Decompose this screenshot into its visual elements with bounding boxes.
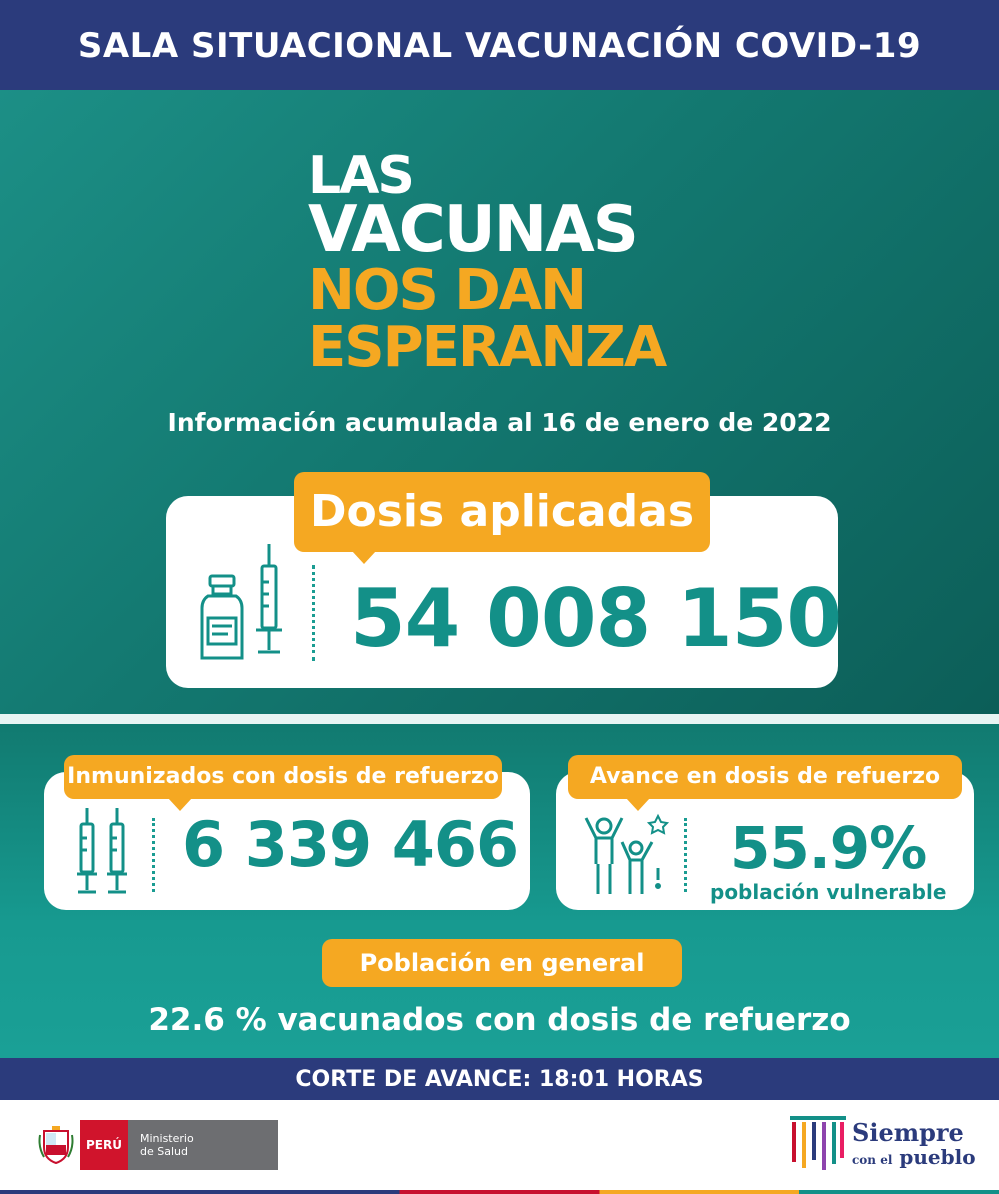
progress-subtitle: población vulnerable [710,880,947,904]
ministry-line-1: Ministerio [140,1132,194,1145]
syringe-icon [252,542,286,662]
peru-label: PERÚ [80,1120,128,1170]
cutoff-bar [0,1058,999,1100]
general-text: 22.6 % vacunados con dosis de refuerzo [148,1002,851,1038]
booster-divider [152,818,155,892]
booster-badge: Inmunizados con dosis de refuerzo [64,755,502,799]
headline-line-4: ESPERANZA [308,315,666,380]
doses-badge: Dosis aplicadas [294,472,710,552]
people-celebrating-icon [578,808,670,900]
ministry-line-2: de Salud [140,1145,188,1158]
booster-value: 6 339 466 [182,808,519,881]
syringe-icon [104,806,130,898]
progress-value: 55.9% [730,814,927,882]
vaccine-vial-icon [198,574,246,662]
cutoff-text: CORTE DE AVANCE: 18:01 HORAS [295,1067,704,1092]
headline-line-2: VACUNAS [308,193,637,267]
ministry-label [128,1120,278,1170]
info-date-text: Información acumulada al 16 de enero de 2022 [167,408,832,437]
doses-divider [312,565,315,661]
footer-color-strip [0,1190,999,1194]
headline-line-3: NOS DAN [308,258,585,323]
slogan-line-2-wrap [852,1146,976,1171]
progress-badge: Avance en dosis de refuerzo [568,755,962,799]
progress-divider [684,818,687,892]
header-bar [0,0,999,90]
slogan-line-2: pueblo [899,1145,976,1169]
general-badge: Población en general [322,939,682,987]
slogan-logo [852,1120,976,1171]
coat-of-arms-icon [38,1125,74,1165]
slogan-small: con el [852,1153,893,1167]
siempre-logo-icon [788,1112,848,1176]
syringe-icon [74,806,100,898]
slogan-line-1: Siempre [852,1118,964,1147]
page-title: SALA SITUACIONAL VACUNACIÓN COVID-19 [77,26,922,66]
headline-line-1: LAS [308,146,413,206]
doses-value: 54 008 150 [350,572,842,665]
section-divider [0,714,999,724]
